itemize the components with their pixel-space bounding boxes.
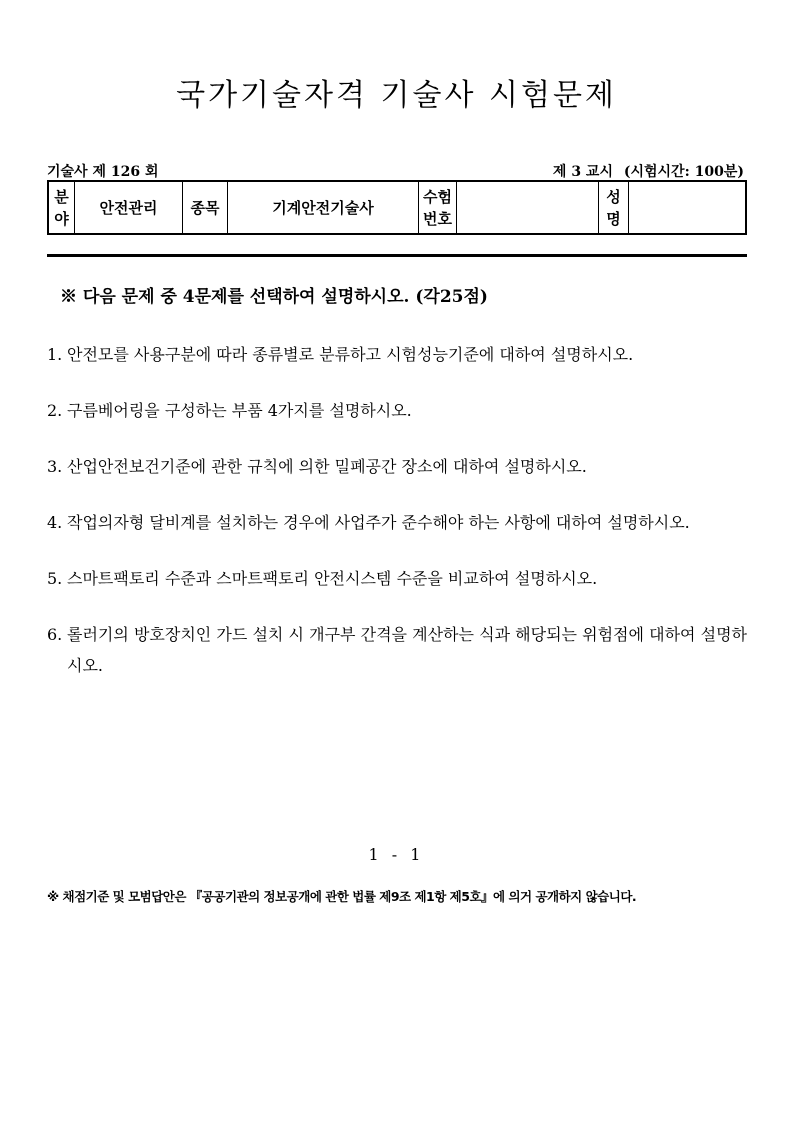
question-list bbox=[47, 339, 747, 706]
session-label: 제 3 교시 bbox=[552, 164, 613, 180]
field-label-line2: 야 bbox=[54, 209, 69, 228]
question-item bbox=[47, 563, 747, 594]
name-label-line1: 성 bbox=[606, 187, 621, 206]
header-divider bbox=[47, 254, 747, 257]
name-field[interactable] bbox=[629, 181, 747, 234]
field-label-line1: 분 bbox=[54, 187, 69, 206]
question-number: 1. bbox=[47, 345, 63, 364]
field-label-cell bbox=[48, 181, 75, 234]
question-item bbox=[47, 451, 747, 482]
exam-number-label-line2: 번호 bbox=[423, 209, 452, 228]
question-number: 3. bbox=[47, 457, 63, 476]
exam-round: 기술사 제 126 회 bbox=[47, 164, 159, 180]
question-text: 안전모를 사용구분에 따라 종류별로 분류하고 시험성능기준에 대하여 설명하시오. bbox=[67, 345, 634, 364]
page-number: 1 - 1 bbox=[368, 845, 425, 864]
field-value: 안전관리 bbox=[75, 181, 183, 234]
category-label: 종목 bbox=[183, 181, 228, 234]
question-item bbox=[47, 507, 747, 538]
question-item bbox=[47, 395, 747, 426]
session-info bbox=[547, 161, 744, 181]
footer-note: ※ 채점기준 및 모범답안은 『공공기관의 정보공개에 관한 법률 제9조 제1항 제5호』에 의거 공개하지 않습니다. bbox=[47, 889, 637, 904]
question-text: 산업안전보건기준에 관한 규칙에 의한 밀폐공간 장소에 대하여 설명하시오. bbox=[67, 457, 587, 476]
question-item bbox=[47, 339, 747, 370]
question-text: 구름베어링을 구성하는 부품 4가지를 설명하시오. bbox=[67, 401, 412, 420]
question-text: 작업의자형 달비계를 설치하는 경우에 사업주가 준수해야 하는 사항에 대하여 설명하시오. bbox=[67, 513, 690, 532]
exam-duration: (시험시간: 100분) bbox=[623, 164, 744, 180]
question-text: 스마트팩토리 수준과 스마트팩토리 안전시스템 수준을 비교하여 설명하시오. bbox=[67, 569, 598, 588]
question-number: 6. bbox=[47, 625, 63, 644]
name-label-cell bbox=[599, 181, 629, 234]
question-number: 5. bbox=[47, 569, 63, 588]
name-label-line2: 명 bbox=[606, 209, 621, 228]
question-text: 롤러기의 방호장치인 가드 설치 시 개구부 간격을 계산하는 식과 해당되는 위험점에 대하여 설명하시오. bbox=[67, 625, 747, 675]
question-item bbox=[47, 619, 747, 681]
exam-number-label-cell bbox=[419, 181, 457, 234]
page-title: 국가기술자격 기술사 시험문제 bbox=[176, 78, 617, 113]
instruction: ※ 다음 문제 중 4문제를 선택하여 설명하시오. (각25점) bbox=[60, 287, 488, 307]
exam-number-field[interactable] bbox=[457, 181, 599, 234]
question-number: 4. bbox=[47, 513, 63, 532]
category-value: 기계안전기술사 bbox=[228, 181, 419, 234]
exam-number-label-line1: 수험 bbox=[423, 187, 452, 206]
exam-info-table bbox=[47, 180, 747, 235]
question-number: 2. bbox=[47, 401, 63, 420]
